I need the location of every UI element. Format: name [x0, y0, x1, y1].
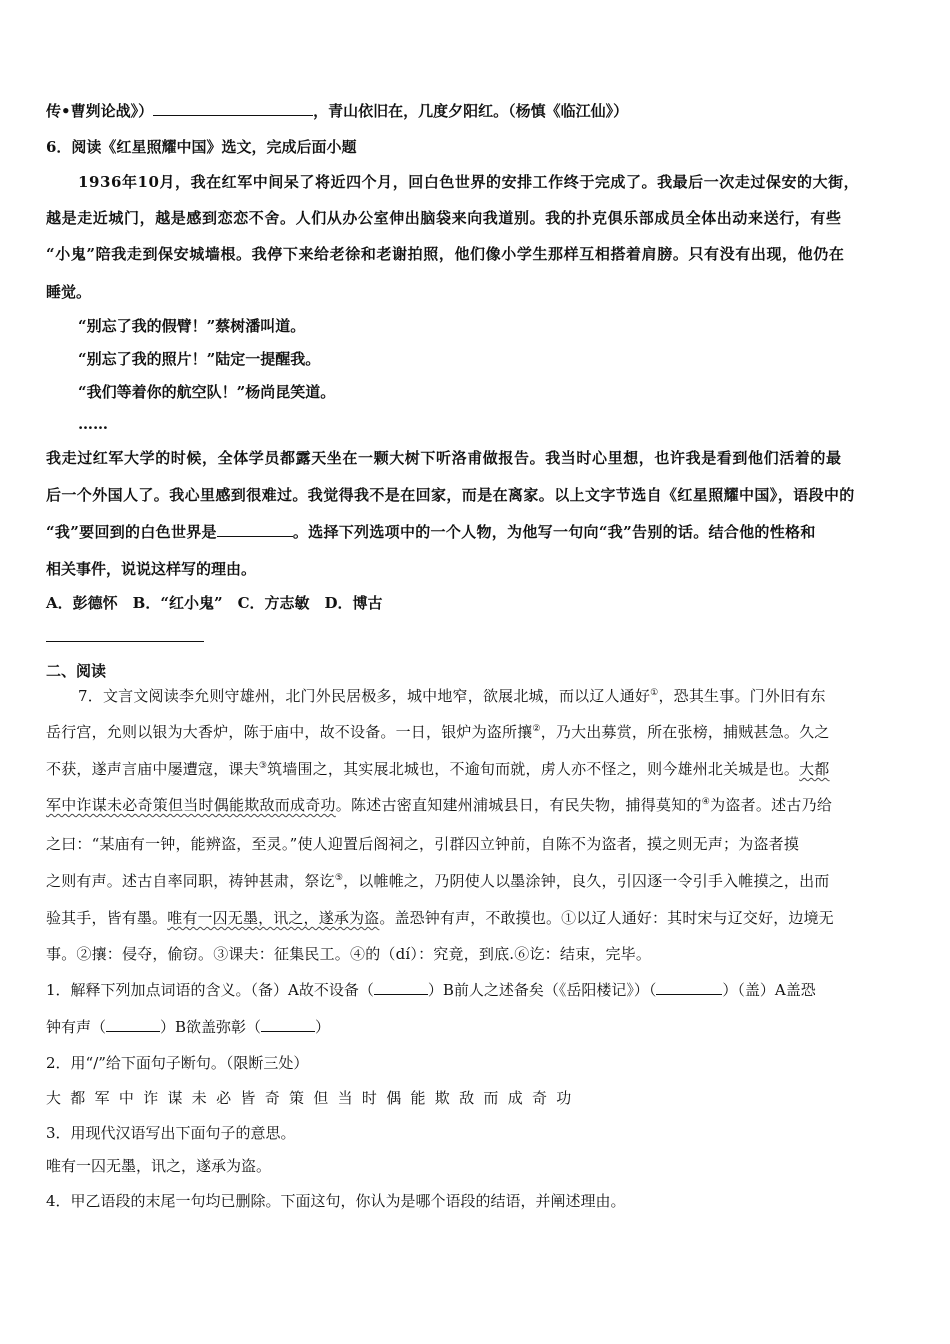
- q1-blank-3[interactable]: [106, 1017, 160, 1032]
- passage-line-7-b: 。盖恐钟有声，不敢摸也。①以辽人通好：其时宋与辽交好，边境无: [379, 909, 834, 927]
- q6-options: A．彭德怀 B．“红小鬼” C．方志敏 D．博古: [46, 594, 383, 612]
- passage-line-7: [46, 908, 834, 928]
- q6-para2-line2: 后一个外国人了。我心里感到很难过。我觉得我不是在回家，而是在离家。以上文字节选自《红星照耀中国》，语段中的: [46, 486, 855, 504]
- passage-line-2-b: ，乃大出募赏，所在张榜，捕贼甚急。久之: [540, 723, 830, 741]
- answer-line[interactable]: [46, 641, 204, 642]
- q5-tail-before: 传•曹刿论战》）: [46, 102, 154, 120]
- footnote-ref-1: ①: [650, 688, 659, 698]
- passage-line-3: [46, 759, 830, 779]
- q6-para2-line3-before: “我”要回到的白色世界是: [46, 523, 217, 541]
- wavy-underlined-phrase: 大都: [799, 760, 830, 778]
- q6-quote-3: “我们等着你的航空队！”杨尚昆笑道。: [78, 383, 336, 401]
- footnote-ref-5: ⑤: [334, 873, 344, 883]
- wavy-underlined-sentence: 军中诈谋未必奇策但当时偶能欺敌而成奇功: [46, 796, 336, 814]
- passage-line-1: [78, 686, 826, 706]
- question-2-sentence: 大都军中诈谋未必皆奇策但当时偶能欺敌而成奇功: [46, 1089, 581, 1107]
- passage-line-6-a: 之则有声。述古自率同职，祷钟甚肃，祭讫: [46, 872, 335, 890]
- question-1-line-1: [46, 980, 816, 1000]
- q6-quote-1: “别忘了我的假臂！”蔡树潘叫道。: [78, 317, 306, 335]
- q1-text-b: ）B前人之述备矣（《岳阳楼记》）（: [427, 981, 657, 999]
- q5-tail-line: [46, 101, 628, 121]
- q6-para1-line1: 1936年10月，我在红军中间呆了将近四个月，回白色世界的安排工作终于完成了。我最后一次走过保安的大街，: [78, 173, 860, 191]
- passage-line-1-text: 7．文言文阅读李允则守雄州，北门外民居极多，城中地窄，欲展北城，而以辽人通好: [78, 687, 651, 705]
- q6-para2-line1: 我走过红军大学的时候，全体学员都露天坐在一颗大树下听洛甫做报告。我当时心里想，也许我是看到他们活着的最: [46, 449, 842, 467]
- question-4: 4．甲乙语段的末尾一句均已删除。下面这句，你认为是哪个语段的结语，并阐述理由。: [46, 1192, 626, 1210]
- passage-line-4-c: 为盗者。述古乃给: [710, 796, 833, 814]
- passage-line-4: [46, 795, 832, 815]
- footnote-ref-4: ④: [701, 797, 711, 807]
- q6-para2-line3-after: 。选择下列选项中的一个人物，为他写一句向“我”告别的话。结合他的性格和: [292, 523, 816, 541]
- passage-line-1-after: ，恐其生事。门外旧有东: [658, 687, 826, 705]
- q6-ellipsis: ……: [78, 415, 108, 433]
- question-3: 3．用现代汉语写出下面句子的意思。: [46, 1124, 296, 1142]
- question-1-line-2: [46, 1017, 330, 1037]
- passage-line-6-b: ，以帷帷之，乃阴使人以墨涂钟，良久，引囚逐一令引手入帷摸之，出而: [343, 872, 830, 890]
- q1-text-a: 1．解释下列加点词语的含义。（备）A故不设备（: [46, 981, 374, 999]
- passage-line-4-b: 。陈述古密直知建州浦城县日，有民失物，捕得莫知的: [335, 796, 702, 814]
- footnote-ref-3: ③: [258, 761, 268, 771]
- q1-blank-1[interactable]: [374, 980, 428, 995]
- q6-para1-line2: 越是走近城门，越是感到恋恋不舍。人们从办公室伸出脑袋来向我道别。我的扑克俱乐部成员全体出动来送行，有些: [46, 209, 842, 227]
- q6-heading: 6．阅读《红星照耀中国》选文，完成后面小题: [46, 138, 357, 156]
- section2-heading: 二、阅读: [46, 662, 107, 680]
- question-2: 2．用“/”给下面句子断句。（限断三处）: [46, 1054, 309, 1072]
- q6-para2-line3: [46, 522, 816, 542]
- passage-line-7-a: 验其手，皆有墨。: [46, 909, 168, 927]
- passage-line-3-b: 筑墙围之，其实展北城也，不逾旬而就，虏人亦不怪之，则今雄州北关城是也。: [267, 760, 800, 778]
- q5-answer-blank[interactable]: [153, 101, 313, 116]
- q6-para2-line4: 相关事件，说说这样写的理由。: [46, 560, 257, 578]
- passage-line-2: [46, 722, 830, 742]
- passage-line-5: 之曰：“某庙有一钟，能辨盗，至灵。”使人迎置后阁祠之，引群囚立钟前，自陈不为盗者，摸之则无声；为盗者摸: [46, 835, 800, 853]
- q6-quote-2: “别忘了我的照片！”陆定一提醒我。: [78, 350, 321, 368]
- q1-text-f: ）: [315, 1018, 331, 1036]
- footnote-ref-2: ②: [532, 724, 541, 734]
- q6-para1-line3: “小鬼”陪我走到保安城墙根。我停下来给老徐和老谢拍照，他们像小学生那样互相搭着肩膀。只有没有出现，他仍在: [46, 245, 845, 263]
- footnotes-line: 事。②攘：侵夺，偷窃。③课夫：征集民工。④的（dí）：究竟，到底.⑥讫：结束，完毕。: [46, 945, 652, 963]
- q1-blank-4[interactable]: [261, 1017, 315, 1032]
- q6-answer-blank[interactable]: [217, 522, 293, 537]
- q1-text-c: ）（盖）A盖恐: [722, 981, 816, 999]
- q6-para1-line4: 睡觉。: [46, 283, 92, 301]
- passage-line-3-a: 不获，遂声言庙中屡遭寇，课夫: [46, 760, 259, 778]
- wavy-underlined-sentence-2: 唯有一囚无墨，讯之，遂承为盗: [167, 909, 380, 927]
- passage-line-6: [46, 871, 830, 891]
- passage-line-2-a: 岳行宫，允则以银为大香炉，陈于庙中，故不设备。一日，银炉为盗所攘: [46, 723, 533, 741]
- q1-text-d: 钟有声（: [46, 1018, 107, 1036]
- q1-blank-2[interactable]: [656, 980, 722, 995]
- q5-tail-after: ，青山依旧在，几度夕阳红。（杨慎《临江仙》）: [313, 102, 629, 120]
- question-3-sentence: 唯有一囚无墨，讯之，遂承为盗。: [46, 1157, 272, 1175]
- q1-text-e: ）B欲盖弥彰（: [160, 1018, 262, 1036]
